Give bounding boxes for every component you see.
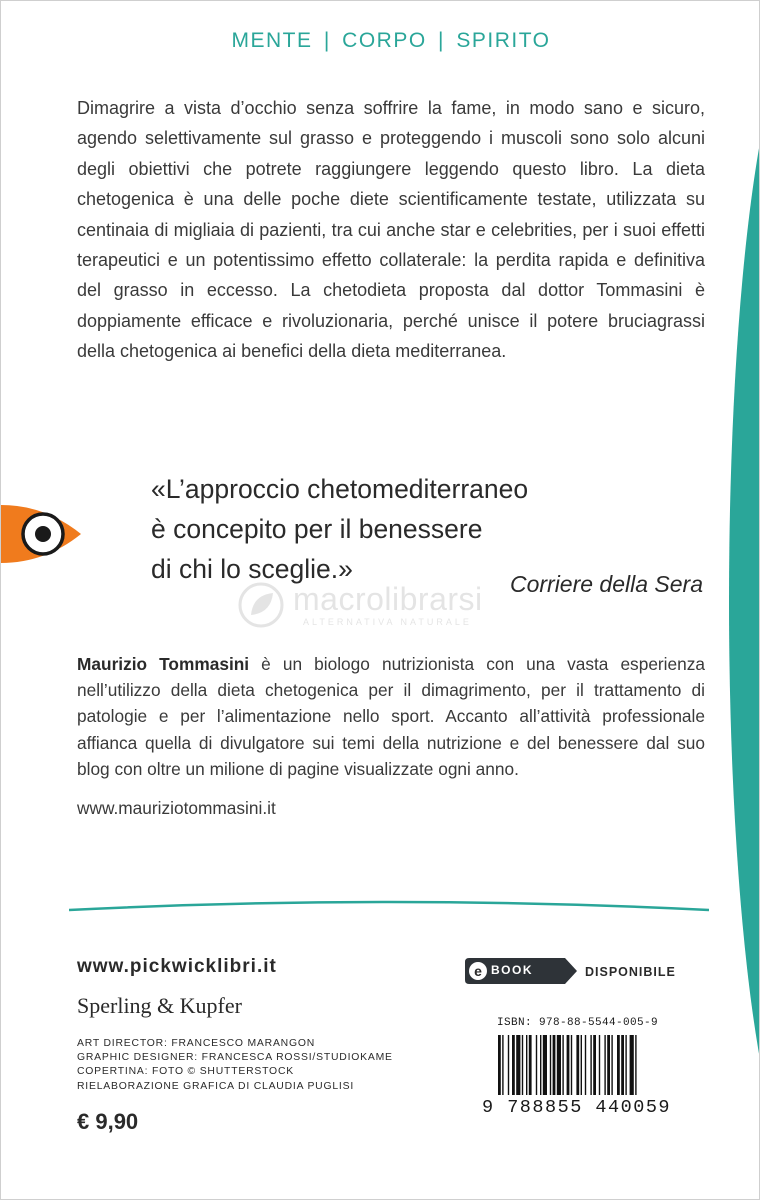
leaf-logo-icon bbox=[237, 581, 285, 629]
barcode-bar bbox=[604, 1035, 605, 1095]
barcode-bar bbox=[550, 1035, 551, 1095]
header-item-spirito: SPIRITO bbox=[456, 29, 551, 52]
watermark bbox=[233, 581, 563, 633]
barcode-bar bbox=[529, 1035, 532, 1095]
credits bbox=[77, 1037, 393, 1094]
ebook-label: BOOK bbox=[491, 963, 533, 977]
quote-line: di chi lo sceglie.» bbox=[151, 554, 353, 584]
header-item-mente: MENTE bbox=[231, 29, 313, 52]
watermark-brand: macrolibrarsi bbox=[293, 581, 483, 617]
ebook-availability: DISPONIBILE bbox=[585, 965, 676, 979]
watermark-tagline: ALTERNATIVA NATURALE bbox=[303, 617, 472, 627]
author-bio bbox=[77, 651, 705, 782]
eye-icon bbox=[1, 499, 83, 569]
isbn-label: ISBN: 978-88-5544-005-9 bbox=[497, 1017, 659, 1029]
header-separator: | bbox=[323, 29, 331, 52]
barcode-bar bbox=[635, 1035, 636, 1095]
barcode-bar bbox=[571, 1035, 572, 1095]
barcode-bar bbox=[540, 1035, 541, 1095]
barcode-bar bbox=[611, 1035, 612, 1095]
barcode-bar bbox=[562, 1035, 563, 1095]
quote-line: «L’approccio chetomediterraneo bbox=[151, 474, 529, 504]
barcode-bar bbox=[536, 1035, 537, 1095]
book-blurb: Dimagrire a vista d’occhio senza soffrire la fame, in modo sano e sicuro, agendo selettivamente sul grasso e proteggendo i muscoli sono solo alcuni degli obiettivi che potrete raggiungere leggendo questo libro. La dieta chetogenica è una delle poche diete scientificamente testate, utilizzata su centinaia di migliaia di pazienti, tra cui anche star e celebrities, per i suoi effetti terapeutici e un potentissimo effetto collaterale: la perdita rapida e definitiva del grasso in eccesso. La chetodieta proposta dal dottor Tommasini è doppiamente efficace e rivoluzionaria, perché unisce il potere bruciagrassi della chetogenica ai benefici della dieta mediterranea. bbox=[77, 98, 705, 362]
barcode-bar bbox=[621, 1035, 624, 1095]
price: € 9,90 bbox=[77, 1109, 139, 1134]
barcode-bar bbox=[607, 1035, 610, 1095]
credit-line: GRAPHIC DESIGNER: FRANCESCA ROSSI/STUDIOKAME bbox=[77, 1052, 393, 1064]
barcode-bar bbox=[522, 1035, 523, 1095]
barcode-bar bbox=[625, 1035, 626, 1095]
barcode-bar bbox=[590, 1035, 591, 1095]
barcode-bar bbox=[576, 1035, 579, 1095]
barcode-bar bbox=[512, 1035, 515, 1095]
series-header bbox=[1, 29, 760, 53]
quote-source: Corriere della Sera bbox=[509, 571, 703, 597]
header-item-corpo: CORPO bbox=[342, 29, 427, 52]
author-website: www.mauriziotommasini.it bbox=[77, 798, 276, 818]
barcode bbox=[498, 1035, 708, 1095]
ebook-badge bbox=[465, 958, 577, 984]
barcode-bar bbox=[630, 1035, 634, 1095]
barcode-number: 9 788855 440059 bbox=[482, 1097, 672, 1118]
barcode-bar bbox=[599, 1035, 600, 1095]
barcode-bar bbox=[508, 1035, 509, 1095]
barcode-bar bbox=[581, 1035, 582, 1095]
author-name: Maurizio Tommasini bbox=[77, 654, 250, 674]
barcode-bar bbox=[553, 1035, 556, 1095]
ebook-letter: e bbox=[469, 962, 487, 980]
author-bio-text: è un biologo nutrizionista con una vasta esperienza nell’utilizzo della dieta chetogenica per il dimagrimento, per il trattamento di patologie e per l’alimentazione nello sport. Accanto all’attività professionale affianca quella di divulgatore sui temi della nutrizione e del benessere dal suo blog con oltre un milione di pagine visualizzate ogni anno. bbox=[77, 654, 705, 779]
barcode-bar bbox=[593, 1035, 596, 1095]
publisher-website: www.pickwicklibri.it bbox=[77, 956, 277, 977]
teal-side-band bbox=[729, 21, 760, 1181]
barcode-bar bbox=[526, 1035, 527, 1095]
credit-line: ART DIRECTOR: FRANCESCO MARANGON bbox=[77, 1038, 316, 1049]
barcode-bar bbox=[567, 1035, 570, 1095]
barcode-bar bbox=[498, 1035, 501, 1095]
barcode-bar bbox=[557, 1035, 561, 1095]
barcode-bar bbox=[516, 1035, 520, 1095]
credit-line: COPERTINA: FOTO © SHUTTERSTOCK bbox=[77, 1066, 294, 1078]
publisher-logo: Sperling & Kupfer bbox=[77, 993, 242, 1018]
barcode-bar bbox=[502, 1035, 503, 1095]
barcode-bar bbox=[585, 1035, 586, 1095]
header-separator: | bbox=[438, 29, 445, 52]
credit-line: RIELABORAZIONE GRAFICA DI CLAUDIA PUGLISI bbox=[77, 1080, 355, 1092]
barcode-bar bbox=[617, 1035, 620, 1095]
wave-divider bbox=[69, 894, 709, 916]
quote-line: è concepito per il benessere bbox=[151, 514, 483, 544]
barcode-bar bbox=[543, 1035, 547, 1095]
